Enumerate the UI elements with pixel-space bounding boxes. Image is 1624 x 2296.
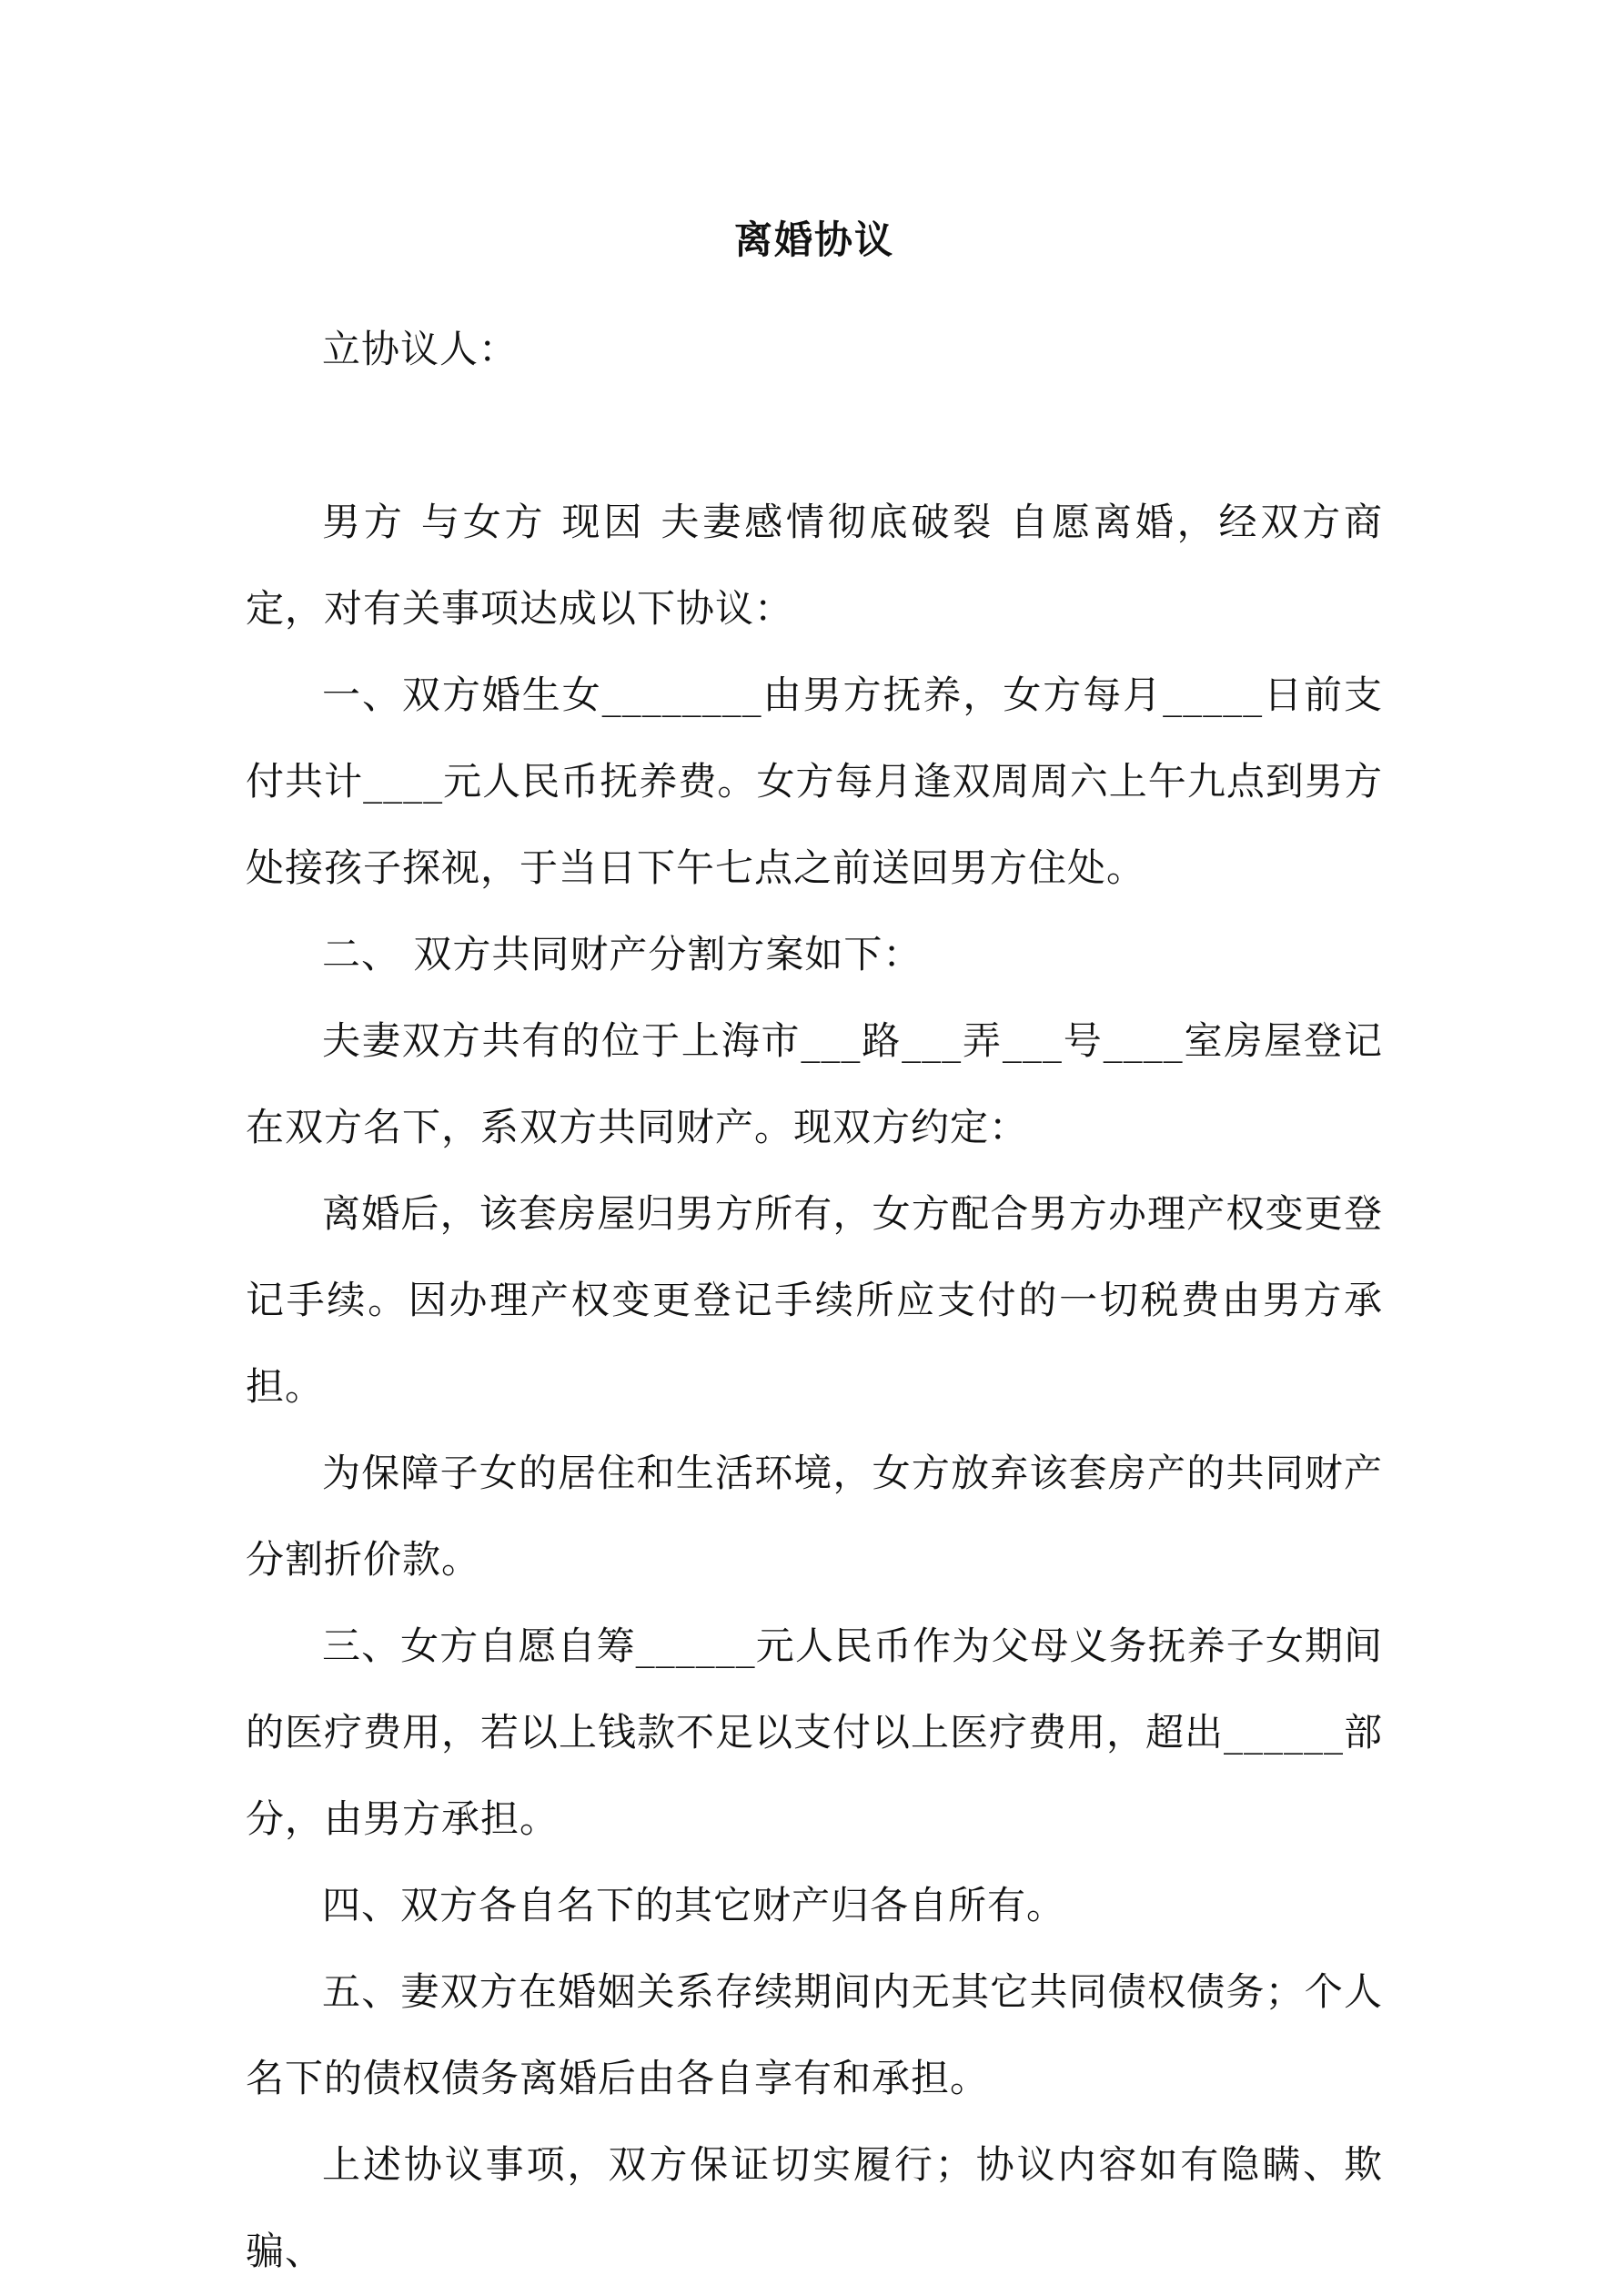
clause-5-debts: 五、妻双方在婚姻关系存续期间内无其它共同债权债务；个人名下的债权债务离婚后由各自享有和承担。 xyxy=(246,1969,1383,2100)
clause-2-ownership: 离婚后，该套房屋归男方所有，女方配合男方办理产权变更登记手续。因办理产权变更登记手续所应支付的一切税费由男方承担。 xyxy=(246,1191,1383,1409)
clause-4-property: 四、双方各自名下的其它财产归各自所有。 xyxy=(322,1883,1066,1927)
blank-line xyxy=(246,392,1383,479)
document-title: 离婚协议 xyxy=(733,217,894,262)
clause-2-property: 夫妻双方共有的位于上海市___路___弄___号____室房屋登记在双方名下，系双方共同财产。现双方约定： xyxy=(246,1018,1383,1149)
clause-3-medical: 三、女方自愿自筹______元人民币作为父母义务抚养子女期间的医疗费用，若以上钱款不足以支付以上医疗费用，超出______部分，由男方承担。 xyxy=(246,1623,1384,1841)
closing-paragraph: 上述协议事项，双方保证切实履行；协议内容如有隐瞒、欺骗、 xyxy=(246,2142,1383,2273)
document-body xyxy=(246,211,1383,2294)
party-line: 立协议人： xyxy=(322,327,519,371)
clause-1-custody: 一、双方婚生女________由男方抚养，女方每月_____日前支付共计____元人民币抚养费。女方每月逢双周周六上午九点到男方处接孩子探视，于当日下午七点之前送回男方住处。 xyxy=(246,673,1383,890)
clause-2-waiver: 为保障子女的居住和生活环境，女方放弃该套房产的共同财产分割折价款。 xyxy=(246,1451,1383,1582)
clause-2-heading: 二、 双方共同财产分割方案如下： xyxy=(322,932,923,976)
intro-paragraph: 男方 与女方 现因 夫妻感情彻底破裂 自愿离婚，经双方商定，对有关事项达成以下协议： xyxy=(246,500,1383,631)
